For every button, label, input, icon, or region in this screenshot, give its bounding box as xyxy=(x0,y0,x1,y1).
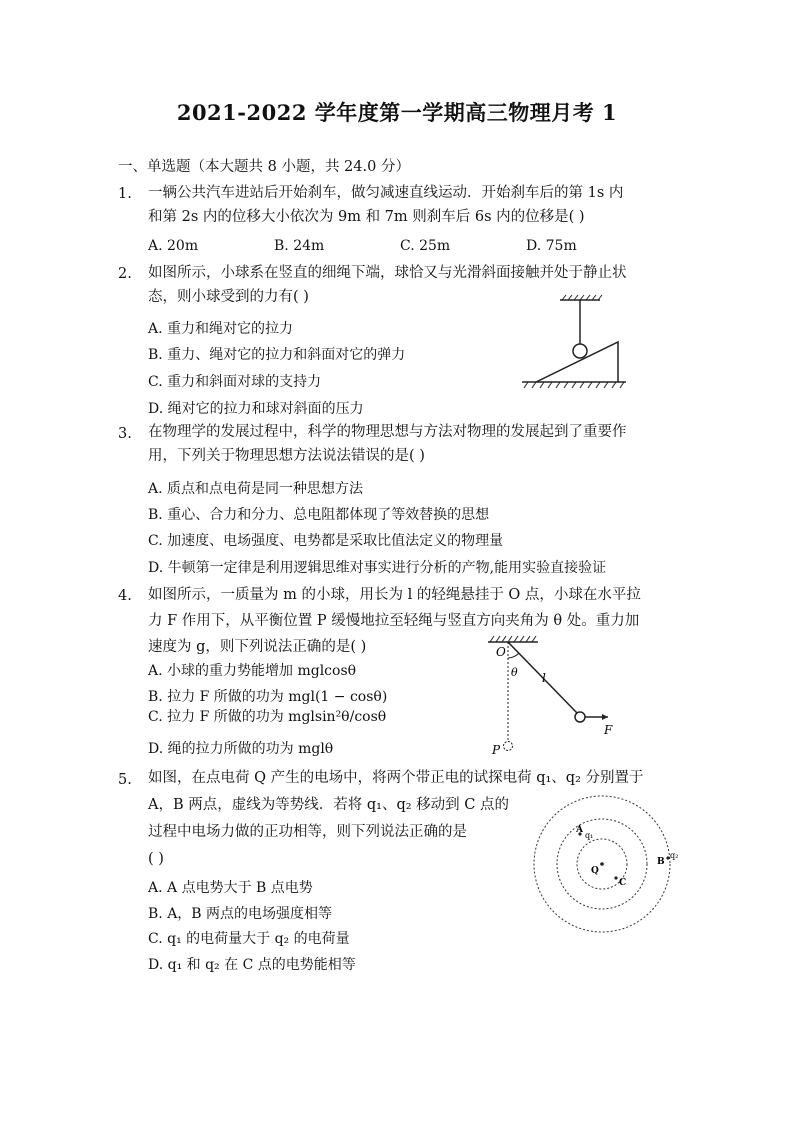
question-number: 5. xyxy=(118,772,132,788)
question-line: A，B 两点，虚线为等势线．若将 q₁、q₂ 移动到 C 点的 xyxy=(148,797,509,813)
question-line: 如图所示，一质量为 m 的小球，用长为 l 的轻绳悬挂于 O 点，小球在水平拉 xyxy=(148,587,641,603)
question-line: 如图所示，小球系在竖直的细绳下端，球恰又与光滑斜面接触并处于静止状 xyxy=(148,265,627,281)
option: A. 质点和点电荷是同一种思想方法 xyxy=(148,481,364,497)
label-q: Q xyxy=(591,866,599,876)
option: B. 重力、绳对它的拉力和斜面对它的弹力 xyxy=(148,347,406,363)
ball xyxy=(573,344,587,358)
label-f: F xyxy=(604,723,613,737)
question-line: 速度为 g，则下列说法正确的是( ) xyxy=(148,639,367,655)
option: C. q₁ 的电荷量大于 q₂ 的电荷量 xyxy=(148,931,350,947)
option: C. 25m xyxy=(400,238,451,254)
label-l: l xyxy=(542,671,546,685)
question-text xyxy=(148,420,627,468)
page-title: 2021-2022 学年度第一学期高三物理月考 1 xyxy=(176,100,618,125)
label-b: B xyxy=(657,857,665,867)
option: D. 绳对它的拉力和球对斜面的压力 xyxy=(148,401,364,417)
question-line: 在物理学的发展过程中，科学的物理思想与方法对物理的发展起到了重要作 xyxy=(148,424,627,440)
option: C. 重力和斜面对球的支持力 xyxy=(148,374,322,390)
question-line: 和第 2s 内的位移大小依次为 9m 和 7m 则刹车后 6s 内的位移是( ) xyxy=(148,209,585,225)
option: A. 20m xyxy=(148,238,199,254)
question-line: 一辆公共汽车进站后开始刹车，做匀减速直线运动．开始刹车后的第 1s 内 xyxy=(148,185,624,201)
option: D. q₁ 和 q₂ 在 C 点的电势能相等 xyxy=(148,957,356,973)
option: D. 75m xyxy=(526,238,577,254)
option: C. 拉力 F 所做的功为 mglsin²θ/cosθ xyxy=(148,709,387,725)
section-heading: 一、单选题（本大题共 8 小题，共 24.0 分） xyxy=(118,159,410,175)
question-line: 力 F 作用下，从平衡位置 P 缓慢地拉至轻绳与竖直方向夹角为 θ 处。重力加 xyxy=(148,613,640,629)
label-a: A xyxy=(576,825,583,835)
question-line: ( ) xyxy=(148,851,164,867)
option: A. A 点电势大于 B 点电势 xyxy=(148,880,313,896)
question-number: 3. xyxy=(118,426,132,442)
ball xyxy=(575,712,585,722)
pendulum-figure xyxy=(480,632,620,758)
option: A. 小球的重力势能增加 mglcosθ xyxy=(148,663,357,679)
question-number: 1. xyxy=(118,186,132,202)
question-number: 4. xyxy=(118,588,132,604)
incline-figure xyxy=(518,292,628,398)
label-theta: θ xyxy=(511,666,518,679)
option: A. 重力和绳对它的拉力 xyxy=(148,321,294,337)
question-line: 如图，在点电荷 Q 产生的电场中，将两个带正电的试探电荷 q₁、q₂ 分别置于 xyxy=(148,770,644,786)
option: D. 绳的拉力所做的功为 mglθ xyxy=(148,741,334,757)
option: D. 牛顿第一定律是利用逻辑思维对事实进行分析的产物,能用实验直接验证 xyxy=(148,560,607,576)
option: B. 拉力 F 所做的功为 mgl(1 − cosθ) xyxy=(148,689,388,705)
question-number: 2. xyxy=(118,266,132,282)
question-text xyxy=(148,181,623,229)
option: B. 重心、合力和分力、总电阻都体现了等效替换的思想 xyxy=(148,507,490,523)
question-line: 过程中电场力做的正功相等，则下列说法正确的是 xyxy=(148,824,467,840)
option: C. 加速度、电场强度、电势都是采取比值法定义的物理量 xyxy=(148,533,504,549)
label-p: P xyxy=(492,743,501,757)
question-line: 用，下列关于物理思想方法说法错误的是( ) xyxy=(148,448,425,464)
label-o: O xyxy=(496,645,506,659)
option-row xyxy=(148,238,652,254)
equipotential-figure xyxy=(532,794,682,934)
label-q1: q₁ xyxy=(585,831,594,840)
option: B. 24m xyxy=(274,238,325,254)
label-q2: q₂ xyxy=(670,851,679,860)
label-c: C xyxy=(619,878,627,888)
option: B. A，B 两点的电场强度相等 xyxy=(148,906,333,922)
question-line: 态，则小球受到的力有( ) xyxy=(148,289,309,305)
